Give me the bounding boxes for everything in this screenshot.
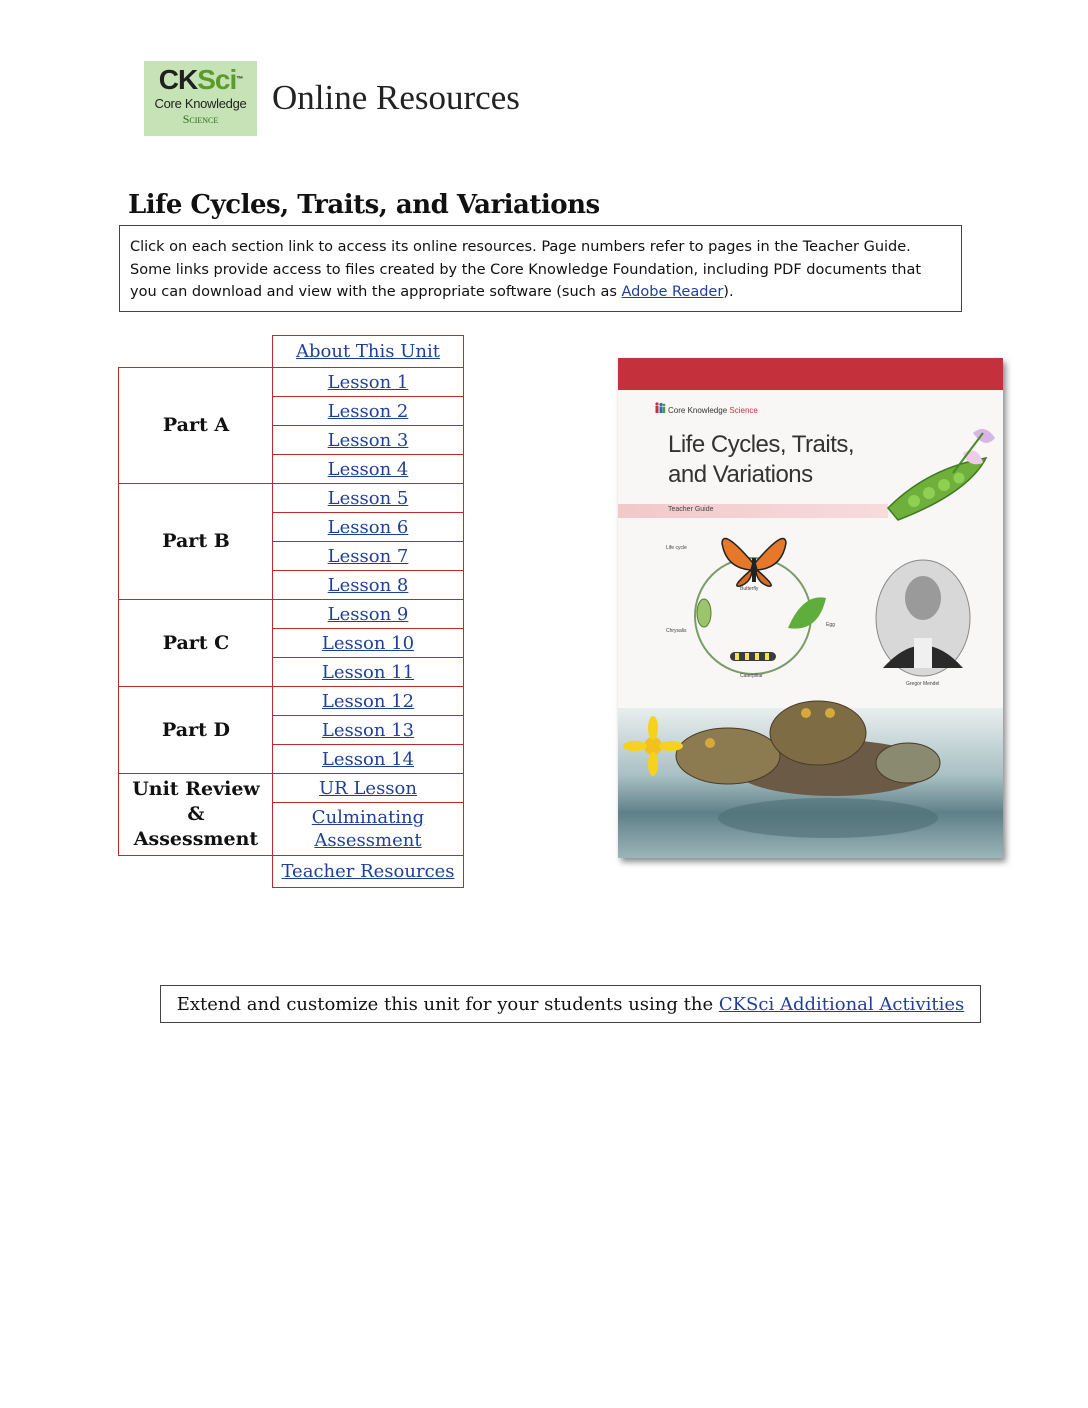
unit-review-line-3: Assessment (133, 828, 259, 850)
cover-label-egg: Egg (826, 622, 835, 628)
lesson-3-link[interactable]: Lesson 3 (327, 429, 409, 451)
cover-title: Life Cycles, Traits, and Variations (668, 431, 855, 488)
page-title: Online Resources (272, 78, 520, 117)
cover-label-butterfly: Butterfly (740, 586, 759, 592)
unit-title: Life Cycles, Traits, and Variations (128, 190, 600, 220)
lesson-4-cell (272, 454, 464, 484)
caterpillar-illustration (730, 652, 776, 661)
lesson-6-link[interactable]: Lesson 6 (327, 516, 409, 538)
lesson-12-cell (272, 686, 464, 716)
additional-activities-box (160, 985, 981, 1023)
lesson-9-link[interactable]: Lesson 9 (327, 603, 409, 625)
culminating-assessment-link-line-1[interactable]: Culminating (311, 807, 425, 828)
ckscience-logo (144, 61, 257, 136)
lesson-13-link[interactable]: Lesson 13 (321, 719, 415, 741)
leaf-illustration (788, 597, 826, 628)
cover-label-mendel: Gregor Mendel (906, 681, 940, 687)
adobe-reader-link[interactable]: Adobe Reader (621, 284, 724, 300)
teacher-guide-cover-image (618, 358, 1003, 858)
lesson-5-cell (272, 483, 464, 513)
about-this-unit-cell (272, 335, 464, 367)
lesson-7-link[interactable]: Lesson 7 (327, 545, 409, 567)
intro-text: Click on each section link to access its online resources. Page numbers refer to pages in the Teacher Guide. Some links provide access to files created by the Core Knowledge Foundation, including PDF documents that you can download and view with the appropriate software (such as (130, 239, 922, 300)
unit-review-line-1: Unit Review (132, 778, 260, 800)
ur-lesson-link[interactable]: UR Lesson (319, 777, 417, 799)
life-cycle-diagram (695, 539, 826, 675)
lesson-12-link[interactable]: Lesson 12 (321, 690, 415, 712)
lesson-7-cell (272, 541, 464, 571)
unit-review-line-2: & (187, 803, 205, 825)
about-this-unit-link[interactable]: About This Unit (296, 341, 440, 362)
logo-mark: CKSci™ (158, 64, 243, 95)
lesson-10-cell (272, 628, 464, 658)
additional-activities-text: Extend and customize this unit for your students using the (176, 993, 719, 1015)
lesson-11-link[interactable]: Lesson 11 (321, 661, 415, 683)
lesson-8-link[interactable]: Lesson 8 (327, 574, 409, 596)
teacher-resources-link[interactable]: Teacher Resources (281, 860, 455, 882)
chrysalis-illustration (697, 599, 711, 627)
lesson-11-cell (272, 657, 464, 687)
part-b-label: Part B (118, 483, 273, 600)
lesson-9-cell (272, 599, 464, 629)
lesson-8-cell (272, 570, 464, 600)
frogs-illustration (618, 688, 1003, 858)
part-a-label: Part A (118, 367, 273, 484)
lesson-2-cell (272, 396, 464, 426)
cover-brand: Core Knowledge Science (668, 406, 758, 415)
cover-label-chrysalis: Chrysalis (666, 628, 687, 634)
lesson-14-cell (272, 744, 464, 774)
logo-line-3: Science (182, 112, 219, 126)
pea-pod-illustration (888, 429, 995, 520)
teacher-resources-cell (272, 855, 464, 888)
lesson-1-link[interactable]: Lesson 1 (327, 371, 409, 393)
lesson-5-link[interactable]: Lesson 5 (327, 487, 409, 509)
lesson-2-link[interactable]: Lesson 2 (327, 400, 409, 422)
gregor-mendel-portrait (876, 560, 970, 676)
part-c-label: Part C (118, 599, 273, 687)
culminating-assessment-cell (272, 802, 464, 856)
unit-review-label (118, 773, 273, 856)
lesson-10-link[interactable]: Lesson 10 (321, 632, 415, 654)
culminating-assessment-link-line-2[interactable]: Assessment (314, 830, 422, 851)
yellow-flower-illustration (623, 716, 683, 776)
ur-lesson-cell (272, 773, 464, 803)
lesson-1-cell (272, 367, 464, 397)
intro-box (119, 225, 962, 312)
intro-text-end: ). (723, 284, 734, 300)
lesson-14-link[interactable]: Lesson 14 (321, 748, 415, 770)
butterfly-illustration (722, 539, 786, 587)
additional-activities-link[interactable]: CKSci Additional Activities (718, 993, 965, 1015)
lesson-6-cell (272, 512, 464, 542)
cover-guide-label: Teacher Guide (668, 506, 714, 513)
cover-label-life-cycle: Life cycle (666, 545, 687, 551)
lesson-4-link[interactable]: Lesson 4 (327, 458, 409, 480)
logo-line-2: Core Knowledge (154, 96, 247, 111)
cover-label-caterpillar: Caterpillar (740, 673, 763, 679)
lesson-13-cell (272, 715, 464, 745)
lesson-3-cell (272, 425, 464, 455)
part-d-label: Part D (118, 686, 273, 774)
